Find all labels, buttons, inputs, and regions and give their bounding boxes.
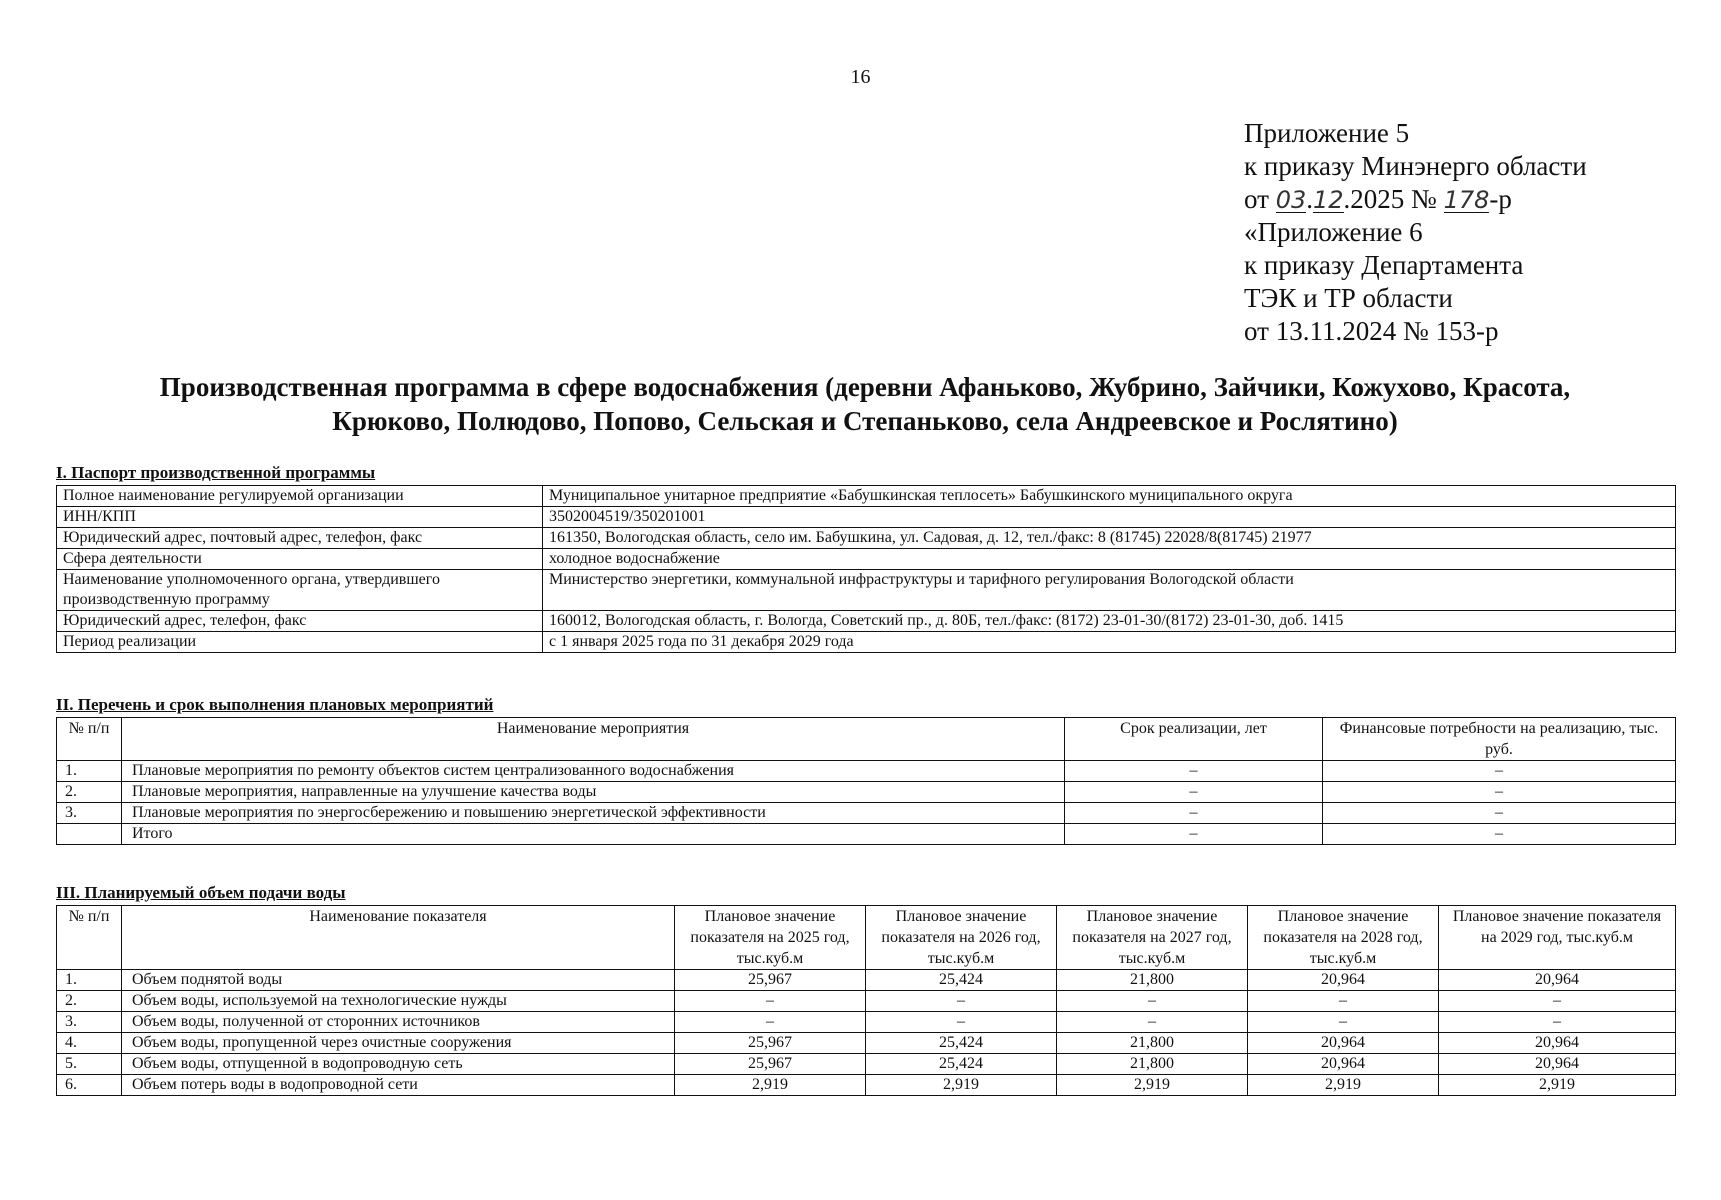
header-2025: Плановое значение показателя на 2025 год, тыс.куб.м [675, 906, 866, 970]
passport-label: Юридический адрес, почтовый адрес, телефон, факс [57, 528, 543, 549]
measure-name: Плановые мероприятия, направленные на улучшение качества воды [122, 782, 1065, 803]
table-row [57, 824, 1676, 845]
table-header-row [57, 718, 1676, 761]
passport-label: Период реализации [57, 632, 543, 653]
value-2026: – [866, 991, 1057, 1012]
value-2026: 25,424 [866, 970, 1057, 991]
row-num: 2. [57, 991, 122, 1012]
row-num: 3. [57, 1012, 122, 1033]
row-num: 5. [57, 1054, 122, 1075]
appendix-date-prefix: от [1244, 184, 1269, 214]
value-2026: 25,424 [866, 1054, 1057, 1075]
passport-value: Министерство энергетики, коммунальной инфраструктуры и тарифного регулирования Вологодской области [543, 570, 1676, 611]
appendix-line: «Приложение 6 [1244, 217, 1423, 247]
appendix-year: .2025 № [1343, 184, 1437, 214]
value-2028: – [1248, 991, 1439, 1012]
measures-table [56, 717, 1676, 845]
appendix-line: Приложение 5 [1244, 118, 1410, 148]
table-header-row [57, 906, 1676, 970]
water-volume-table [56, 905, 1676, 1096]
appendix-date-line [1244, 183, 1587, 216]
table-row [57, 507, 1676, 528]
value-2029: 20,964 [1439, 1054, 1676, 1075]
header-2027: Плановое значение показателя на 2027 год, тыс.куб.м [1057, 906, 1248, 970]
date-dot: . [1306, 184, 1313, 214]
value-2027: 2,919 [1057, 1075, 1248, 1096]
table-row [57, 1012, 1676, 1033]
header-2026: Плановое значение показателя на 2026 год, тыс.куб.м [866, 906, 1057, 970]
passport-value: 161350, Вологодская область, село им. Бабушкина, ул. Садовая, д. 12, тел./факс: 8 (81745) 22028/8(81745) 21977 [543, 528, 1676, 549]
passport-label: Юридический адрес, телефон, факс [57, 611, 543, 632]
table-row [57, 570, 1676, 611]
row-num: 2. [57, 782, 122, 803]
row-num: 4. [57, 1033, 122, 1054]
value-2025: 25,967 [675, 1033, 866, 1054]
table-row [57, 991, 1676, 1012]
table-row [57, 1033, 1676, 1054]
value-2025: – [675, 1012, 866, 1033]
table-row [57, 761, 1676, 782]
passport-label: Наименование уполномоченного органа, утвердившего производственную программу [57, 570, 543, 611]
value-2025: 25,967 [675, 970, 866, 991]
table-row [57, 486, 1676, 507]
appendix-line: к приказу Департамента [1244, 250, 1524, 280]
passport-value: 160012, Вологодская область, г. Вологда, Советский пр., д. 80Б, тел./факс: (8172) 23-01-30/(8172) 23-01-30, доб. 1415 [543, 611, 1676, 632]
passport-value: Муниципальное унитарное предприятие «Бабушкинская теплосеть» Бабушкинского муниципального округа [543, 486, 1676, 507]
value-2029: – [1439, 991, 1676, 1012]
table-row [57, 782, 1676, 803]
value-2027: 21,800 [1057, 1054, 1248, 1075]
value-2025: 2,919 [675, 1075, 866, 1096]
row-num: 6. [57, 1075, 122, 1096]
measure-term: – [1065, 803, 1323, 824]
table-row [57, 549, 1676, 570]
value-2025: – [675, 991, 866, 1012]
value-2028: 2,919 [1248, 1075, 1439, 1096]
value-2026: 25,424 [866, 1033, 1057, 1054]
table-row [57, 970, 1676, 991]
header-finance: Финансовые потребности на реализацию, тыс. руб. [1323, 718, 1676, 761]
measure-name: Итого [122, 824, 1065, 845]
value-2028: 20,964 [1248, 970, 1439, 991]
value-2027: 21,800 [1057, 970, 1248, 991]
table-row [57, 528, 1676, 549]
appendix-line: от 13.11.2024 № 153-р [1244, 316, 1499, 346]
measure-term: – [1065, 761, 1323, 782]
passport-label: Сфера деятельности [57, 549, 543, 570]
measure-finance: – [1323, 803, 1676, 824]
value-2027: – [1057, 991, 1248, 1012]
row-num: 3. [57, 803, 122, 824]
indicator-name: Объем поднятой воды [122, 970, 675, 991]
passport-value: 3502004519/350201001 [543, 507, 1676, 528]
appendix-suffix: -р [1489, 184, 1512, 214]
passport-label: ИНН/КПП [57, 507, 543, 528]
header-name: Наименование мероприятия [122, 718, 1065, 761]
value-2029: 20,964 [1439, 970, 1676, 991]
table-row [57, 1054, 1676, 1075]
title-line: Производственная программа в сфере водоснабжения (деревни Афаньково, Жубрино, Зайчики, Кожухово, Красота, [159, 372, 1571, 402]
indicator-name: Объем воды, используемой на технологические нужды [122, 991, 675, 1012]
appendix-block [1244, 117, 1587, 348]
value-2027: 21,800 [1057, 1033, 1248, 1054]
indicator-name: Объем воды, пропущенной через очистные сооружения [122, 1033, 675, 1054]
value-2027: – [1057, 1012, 1248, 1033]
row-num: 1. [57, 761, 122, 782]
table-row [57, 1075, 1676, 1096]
section-2-title: II. Перечень и срок выполнения плановых мероприятий [56, 695, 494, 714]
value-2026: 2,919 [866, 1075, 1057, 1096]
measure-finance: – [1323, 761, 1676, 782]
header-2028: Плановое значение показателя на 2028 год, тыс.куб.м [1248, 906, 1439, 970]
measure-term: – [1065, 782, 1323, 803]
appendix-line: ТЭК и ТР области [1244, 283, 1453, 313]
header-2029: Плановое значение показателя на 2029 год, тыс.куб.м [1439, 906, 1676, 970]
measure-term: – [1065, 824, 1323, 845]
table-row [57, 632, 1676, 653]
indicator-name: Объем воды, полученной от сторонних источников [122, 1012, 675, 1033]
measure-name: Плановые мероприятия по ремонту объектов систем централизованного водоснабжения [122, 761, 1065, 782]
header-num: № п/п [57, 718, 122, 761]
document-title [60, 370, 1670, 438]
value-2026: – [866, 1012, 1057, 1033]
header-term: Срок реализации, лет [1065, 718, 1323, 761]
handwritten-order-number: 178 [1443, 186, 1490, 214]
value-2025: 25,967 [675, 1054, 866, 1075]
value-2029: 20,964 [1439, 1033, 1676, 1054]
handwritten-day: 03 [1275, 186, 1307, 214]
row-num [57, 824, 122, 845]
table-row [57, 611, 1676, 632]
indicator-name: Объем воды, отпущенной в водопроводную сеть [122, 1054, 675, 1075]
passport-value: холодное водоснабжение [543, 549, 1676, 570]
header-num: № п/п [57, 906, 122, 970]
table-row [57, 803, 1676, 824]
header-name: Наименование показателя [122, 906, 675, 970]
value-2028: 20,964 [1248, 1033, 1439, 1054]
page-number: 16 [850, 66, 871, 88]
indicator-name: Объем потерь воды в водопроводной сети [122, 1075, 675, 1096]
passport-table [56, 485, 1676, 653]
value-2029: – [1439, 1012, 1676, 1033]
value-2028: – [1248, 1012, 1439, 1033]
row-num: 1. [57, 970, 122, 991]
value-2029: 2,919 [1439, 1075, 1676, 1096]
handwritten-month: 12 [1313, 186, 1344, 214]
passport-value: с 1 января 2025 года по 31 декабря 2029 года [543, 632, 1676, 653]
passport-label: Полное наименование регулируемой организации [57, 486, 543, 507]
section-1-title: I. Паспорт производственной программы [56, 463, 376, 482]
section-3-title: III. Планируемый объем подачи воды [56, 883, 346, 902]
measure-name: Плановые мероприятия по энергосбережению и повышению энергетической эффективности [122, 803, 1065, 824]
value-2028: 20,964 [1248, 1054, 1439, 1075]
measure-finance: – [1323, 824, 1676, 845]
appendix-line: к приказу Минэнерго области [1244, 151, 1587, 181]
title-line: Крюково, Полюдово, Попово, Сельская и Степаньково, села Андреевское и Рослятино) [332, 406, 1398, 436]
measure-finance: – [1323, 782, 1676, 803]
